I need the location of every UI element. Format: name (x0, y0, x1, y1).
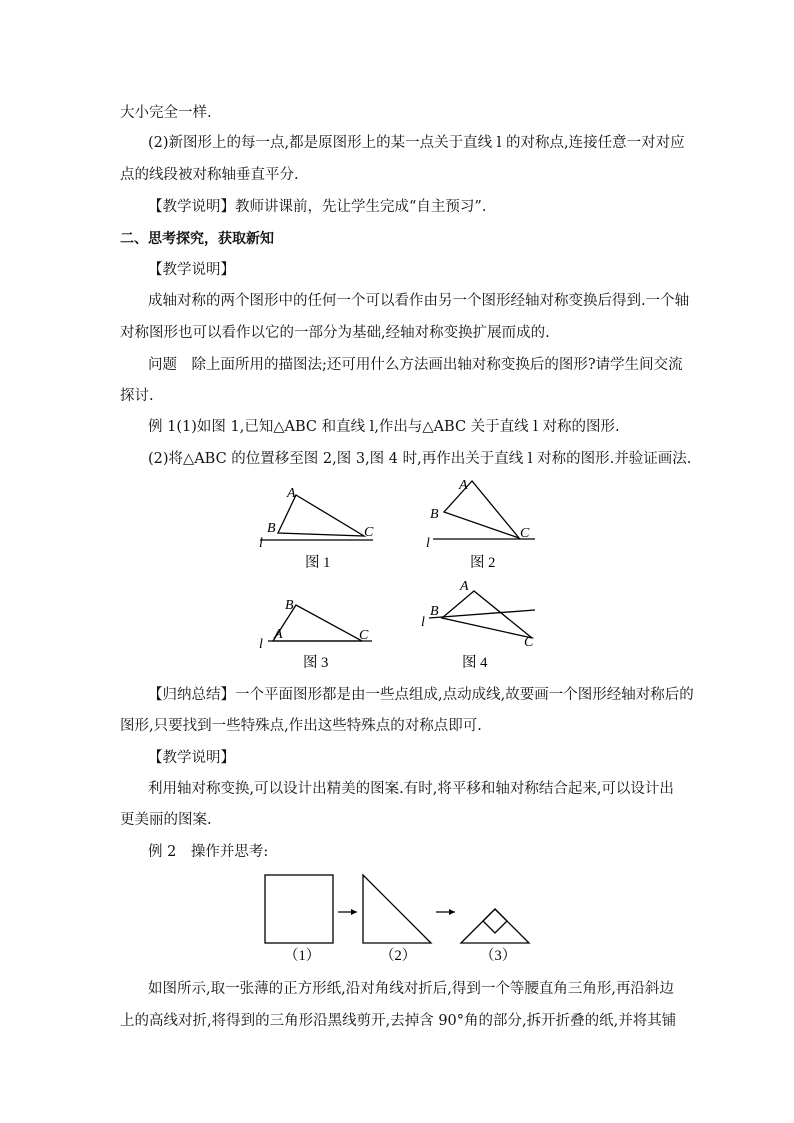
figure-3 (259, 598, 372, 671)
label-l: l (259, 637, 263, 652)
text-line: 例 2 操作并思考: (148, 844, 269, 860)
text-line: 利用轴对称变换,可以设计出精美的图案.有时,将平移和轴对称结合起来,可以设计出 (148, 781, 674, 797)
figure-1 (259, 486, 374, 571)
arrow-right-icon (351, 909, 357, 915)
text-line: 例 1(1)如图 1,已知△ABC 和直线 l,作出与△ABC 关于直线 l 对称的图形. (148, 419, 620, 435)
text-line: 【教学说明】教师讲课前，先让学生完成“自主预习”. (148, 199, 487, 215)
note-label: 【教学说明】 (148, 262, 235, 278)
note-label: 【教学说明】 (148, 750, 235, 766)
folded-triangle (363, 875, 431, 943)
figure-caption: （3） (480, 948, 517, 964)
text-line: 上的高线对折,将得到的三角形沿黑线剪开,去掉含 90°角的部分,拆开折叠的纸,并将其铺 (120, 1013, 677, 1029)
text-line: 成轴对称的两个图形中的任何一个可以看作由另一个图形经轴对称变换后得到.一个轴 (148, 293, 690, 309)
paper-folding-figure (260, 870, 540, 965)
figure-4 (421, 579, 535, 671)
text-line: 如图所示,取一张薄的正方形纸,沿对角线对折后,得到一个等腰直角三角形,再沿斜边 (148, 981, 674, 997)
text-line: 对称图形也可以看作以它的一部分为基础,经轴对称变换扩展而成的. (120, 325, 550, 341)
figure-caption: （1） (284, 948, 321, 964)
label-l: l (421, 615, 425, 630)
label-b: B (267, 521, 276, 536)
square-paper (265, 875, 333, 943)
label-b: B (285, 598, 294, 613)
text-line: 大小完全一样. (120, 105, 212, 121)
label-a: A (460, 579, 469, 594)
label-l: l (426, 536, 430, 551)
figure-caption: （2） (380, 948, 417, 964)
text-line: 更美丽的图案. (120, 812, 212, 828)
label-a: A (274, 627, 283, 642)
text-line: 【归纳总结】一个平面图形都是由一些点组成,点动成线,故要画一个图形经轴对称后的 (148, 687, 694, 703)
label-c: C (524, 635, 534, 650)
triangle-figures (250, 478, 550, 673)
label-l: l (259, 536, 263, 551)
text-line: 图形,只要找到一些特殊点,作出这些特殊点的对称点即可. (120, 718, 482, 734)
label-c: C (364, 525, 374, 540)
section-heading: 二、思考探究，获取新知 (120, 231, 274, 247)
text-line: (2)新图形上的每一点,都是原图形上的某一点关于直线 l 的对称点,连接任意一对对应 (148, 135, 685, 151)
arrow-right-icon (449, 909, 455, 915)
label-a: A (459, 478, 468, 493)
text-line: (2)将△ABC 的位置移至图 2,图 3,图 4 时,再作出关于直线 l 对称的图形.并验证画法. (148, 451, 692, 467)
text-line: 点的线段被对称轴垂直平分. (120, 167, 299, 183)
figure-caption: 图 1 (305, 555, 331, 571)
figure-caption: 图 4 (462, 655, 488, 671)
label-b: B (430, 507, 439, 522)
label-b: B (430, 604, 439, 619)
label-c: C (520, 526, 530, 541)
label-c: C (359, 628, 369, 643)
text-line: 问题 除上面所用的描图法;还可用什么方法画出轴对称变换后的图形?请学生间交流 (148, 357, 683, 373)
text-line: 探讨. (120, 388, 154, 404)
cut-triangle (461, 909, 529, 943)
label-a: A (287, 486, 296, 501)
figure-2 (426, 478, 535, 571)
figure-caption: 图 2 (470, 555, 496, 571)
figure-caption: 图 3 (303, 655, 329, 671)
